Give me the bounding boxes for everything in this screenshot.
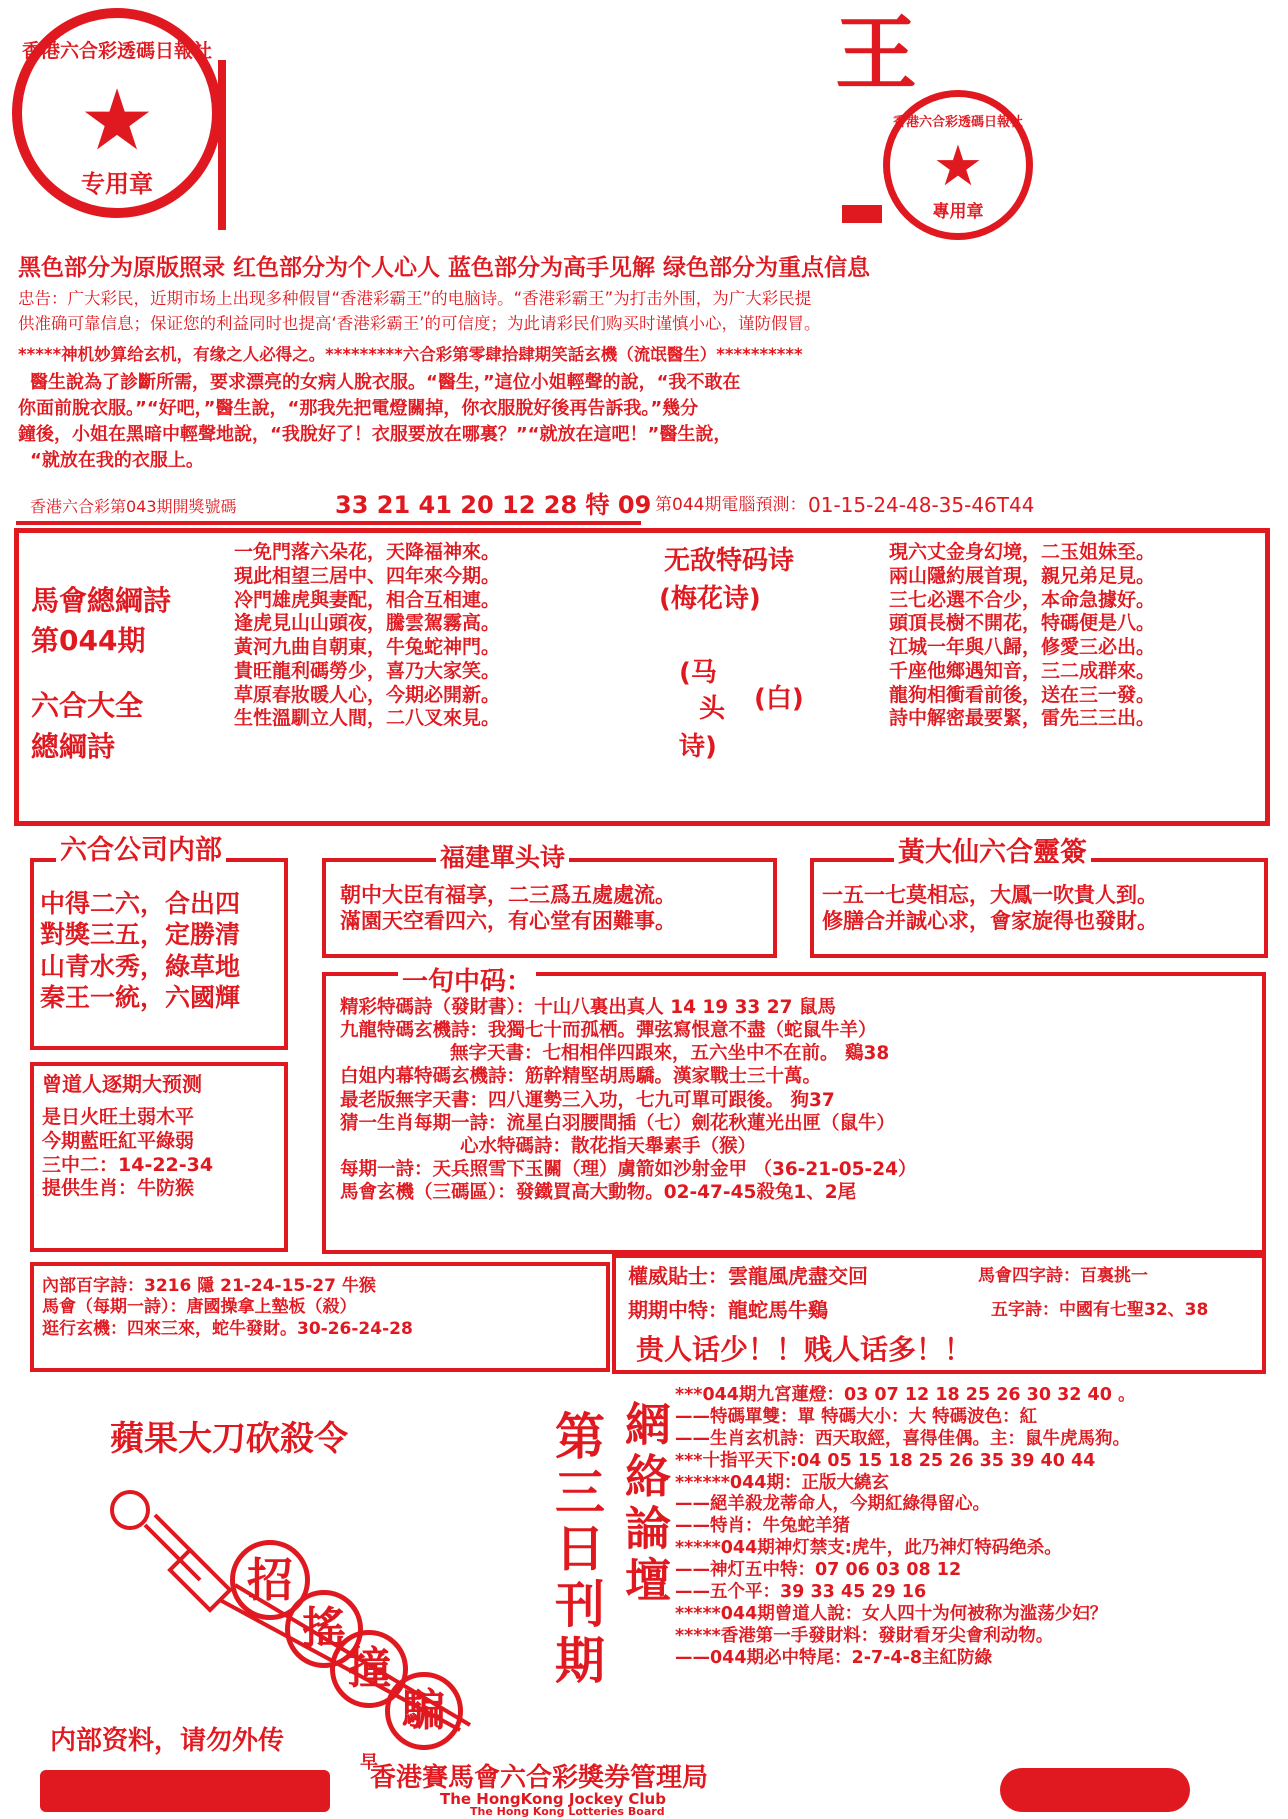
fujian-lines [340,882,676,935]
apple-footer: 内部资料，请勿外传 [50,1726,285,1756]
draw-numbers: 33 21 41 20 12 28 特 09 [335,491,652,519]
huang-line: 一五一七莫相忘，大鳳一吹貴人到。 [822,883,1158,907]
huang-title: 黃大仙六合靈簽 [894,836,1091,870]
right-list-item: ——生肖玄机詩：西天取經，喜得佳偶。主：鼠牛虎馬狗。 [675,1428,1130,1449]
star-icon: ★ [932,134,984,199]
left-seal-ring-text: 香港六合彩透碼日報社 [22,40,213,62]
mid-note-4: (白) [754,684,804,714]
poem-line: 三七必選不合少，本命急據好。 [889,588,1156,611]
company-box [30,835,288,1050]
apple-footer-small: 早 [360,1752,378,1773]
right-list-item: ——五个平：39 33 45 29 16 [675,1581,927,1602]
daoren-line: 今期藍旺紅平綠弱 [42,1129,195,1152]
yiju-line: 無字天書：七相相伴四跟來，五六坐中不在前。 鷄38 [450,1043,890,1065]
poem-column-2 [889,541,1155,731]
right-list [675,1385,1136,1669]
company-title: 六合公司内部 [56,834,226,868]
huang-line: 修膳合并誠心求，會家旋得也發財。 [822,909,1158,934]
poem-line: 一免門落六朵花，天降福神來。 [234,541,501,563]
right-list-item: *****044期神灯禁支:虎牛，此乃神灯特码绝杀。 [675,1538,1062,1559]
tips-line-2a: 期期中特：龍蛇馬牛鷄 [628,1298,828,1322]
daoren-title: 曾道人逐期大预测 [42,1072,202,1096]
right-seal-ring-text: 香港六合彩透碼日報社 [892,115,1023,130]
huang-lines [822,882,1158,935]
poem-line: 生性溫馴立人間，二八叉來見。 [234,707,501,730]
footer-line-1: 香港賽馬會六合彩獎券管理局 [370,1763,709,1793]
yiju-line: 猜一生肖每期一詩：流星白羽腰間插（七）劍花秋蓮光出匣（鼠牛） [340,1112,896,1134]
daoren-box [30,1062,288,1252]
poem-line: 現此相望三居中、四年來今期。 [234,564,501,587]
yiju-line: 九龍特碼玄機詩：我獨七十而孤栖。彈弦寫恨意不盡（蛇鼠牛羊） [340,1020,877,1042]
yiju-title: 一句中码： [398,966,536,999]
poem-line: 逢虎見山山頭夜，騰雲駕霧高。 [234,612,501,635]
right-list-item: ——044期必中特尾：2-7-4-8主紅防綠 [675,1647,993,1668]
daoren-line: 是日火旺土弱木平 [42,1106,195,1128]
predict-numbers: 01-15-24-48-35-46T44 [808,493,1035,517]
poem-title-4: 總綱詩 [31,730,116,763]
tips-line-2b: 五字詩：中國有七聖32、38 [991,1300,1209,1320]
footer-line-3: The Hong Kong Lotteries Board [470,1805,665,1818]
joke-line-1: 醫生說為了診斷所需，要求漂亮的女病人脫衣服。“醫生，”這位小姐輕聲的說，“我不敢在 [30,372,741,393]
star-icon: ★ [79,71,155,169]
footer-line-2: The HongKong Jockey Club [440,1790,666,1808]
poem-line: 頭頂長樹不開花，特碼便是八。 [889,612,1156,635]
poem-line: 現六丈金身幻境，二玉姐妹至。 [889,541,1156,563]
footer-ornament-right [1000,1768,1190,1812]
left-edge-rule [218,60,226,230]
joke-line-2: 你面前脫衣服。”“好吧，”醫生說，“那我先把電燈關掉，你衣服脫好後再告訴我。”幾分 [18,398,699,419]
company-lines [40,888,240,1013]
title-fragment-mark [842,205,882,223]
left-seal-label: 专用章 [81,170,153,198]
mid-note-2: 头 [699,694,726,724]
notice-line-1: 忠告：广大彩民，近期市场上出现多种假冒“香港彩霸王”的电脑诗。“香港彩霸王”为打击外围，为广大彩民提 [18,289,812,308]
poem-box [14,528,1270,826]
yiju-line: 精彩特碼詩（發財書）：十山八裏出真人 14 19 33 27 鼠馬 [340,997,836,1018]
right-seal-label: 專用章 [932,202,984,222]
right-list-item: ***十指平天下:04 05 15 18 25 26 35 39 40 44 [675,1450,1096,1471]
right-list-item: ***044期九宮蓮燈：03 07 12 18 25 26 30 32 40 。 [675,1385,1136,1405]
yiju-line: 最老版無字天書：四八運勢三入功，七九可單可跟後。 狗37 [340,1089,835,1111]
tips-line-1a: 權威貼士：雲龍風虎盡交回 [628,1264,868,1288]
poem-line: 兩山隱約展首現，親兄弟足見。 [889,564,1156,587]
right-list-item: ——神灯五中特：07 06 03 08 12 [675,1560,962,1580]
baizi-line: 逛行玄機：四來三來，蛇牛發財。30-26-24-28 [42,1318,413,1339]
apple-word-3: 撞 [330,1630,408,1708]
fujian-line: 滿園天空看四六，有心堂有困難事。 [340,909,676,934]
tips-box [612,1254,1266,1374]
fujian-box [322,843,777,958]
right-list-item: ——特碼單雙：單 特碼大小：大 特碼波色：紅 [675,1406,1038,1427]
baizi-lines [42,1276,413,1340]
color-legend: 黑色部分为原版照录 红色部分为个人心人 蓝色部分为高手见解 绿色部分为重点信息 [18,255,871,281]
mid-title-1: 无敌特码诗 [664,546,795,576]
daoren-line: 三中二：14-22-34 [42,1153,214,1176]
draw-underline [16,521,641,525]
poem-line: 冷門雄虎與妻配，相合互相連。 [234,588,501,611]
fujian-line: 朝中大臣有福享，二三爲五處處流。 [340,883,676,907]
yiju-lines [340,996,916,1204]
poem-line: 龍狗相衝看前後，送在三一發。 [889,683,1156,706]
poem-line: 千座他鄉遇知音，三二成群來。 [889,659,1156,682]
joke-line-4: “就放在我的衣服上。 [30,450,204,471]
poem-title-2: 第044期 [31,624,146,657]
baizi-line: 馬會（每期一詩）：唐國操拿上墊板（殺） [42,1297,357,1318]
footer-ornament-left [40,1770,330,1812]
company-line: 山青水秀，綠草地 [40,951,241,981]
apple-word-2: 搖 [285,1590,363,1668]
joke-line-3: 鐘後，小姐在黑暗中輕聲地說，“我脫好了！衣服要放在哪裏？”“就放在這吧！”醫生說， [18,424,732,445]
draw-label: 香港六合彩第043期開獎號碼 [30,497,237,516]
yiju-line: 馬會玄機（三碼區）：發鐵買高大動物。02-47-45殺兔1、2尾 [340,1182,857,1203]
apple-word-1: 招 [230,1540,310,1620]
huang-box [810,837,1268,958]
company-line: 對獎三五，定勝清 [40,920,241,950]
tips-line-3: 贵人话少！！贱人话多！！ [636,1333,973,1366]
company-line: 秦王一統，六國輝 [40,982,241,1012]
poem-column-1 [234,541,500,731]
yiju-line: 心水特碼詩：散花指天舉素手（猴） [460,1135,757,1157]
daoren-line: 提供生肖：牛防猴 [42,1177,195,1200]
notice-line-2: 供准确可靠信息；保证您的利益同时也提高‘香港彩霸王’的可信度；为此请彩民们购买时谨慎小心，谨防假冒。 [18,314,821,333]
yiju-line: 白姐内幕特碼玄機詩：筋幹精堅胡馬驕。漢家戰士三十萬。 [340,1066,822,1088]
poem-line: 黃河九曲自朝東，牛兔蛇神門。 [234,636,501,658]
right-list-item: *****香港第一手發財料：發財看牙尖會利动物。 [675,1625,1054,1646]
apple-title: 蘋果大刀砍殺令 [110,1419,348,1459]
right-seal [883,90,1033,240]
poem-line: 詩中解密最要緊，雷先三三出。 [889,707,1156,730]
left-seal [12,8,222,218]
apple-word-4: 騙 [385,1672,463,1750]
mid-note-3: 诗) [679,732,717,762]
baizi-line: 內部百字詩：3216 隱 21-24-15-27 牛猴 [42,1276,376,1296]
poem-line: 草原春妝暖人心，今期必開新。 [234,683,501,706]
mid-title-2: (梅花诗) [659,584,761,614]
poem-title-3: 六合大全 [31,689,144,722]
mid-note-1: (马 [679,658,717,688]
company-line: 中得二六，合出四 [40,889,241,918]
right-list-item: ——絕羊殺龙蒂命人，今期紅綠得留心。 [675,1494,990,1515]
daoren-lines [42,1106,213,1201]
yiju-box [322,967,1266,1254]
joke-title: *****神机妙算给玄机，有缘之人必得之。*********六合彩第零肆拾肆期笑話玄機（流氓醫生）********** [18,345,803,364]
right-list-item: ——特肖：牛兔蛇羊猪 [675,1516,850,1537]
predict-label: 第044期電腦預測： [655,495,807,515]
title-char: 王 [835,7,918,102]
vertical-title-2: 網絡論壇 [618,1400,672,1608]
poem-line: 江城一年與八歸，修愛三必出。 [889,636,1156,658]
right-list-item: *****044期曾道人說：女人四十为何被称为滥荡少妇？ [675,1603,1108,1624]
tips-line-1b: 馬會四字詩：百裏挑一 [978,1266,1148,1286]
yiju-line: 每期一詩：天兵照雪下玉關（理）虜箭如沙射金甲 （36-21-05-24） [340,1158,917,1180]
baizi-box [30,1262,610,1372]
vertical-title-1: 第三日刊期 [547,1410,605,1690]
poem-line: 貴旺龍利碼勞少，喜乃大家笑。 [234,659,501,682]
fujian-title: 福建單头诗 [436,842,569,873]
poem-title-1: 馬會總綱詩 [31,584,172,617]
right-list-item: ******044期：正版大繞玄 [675,1472,889,1493]
